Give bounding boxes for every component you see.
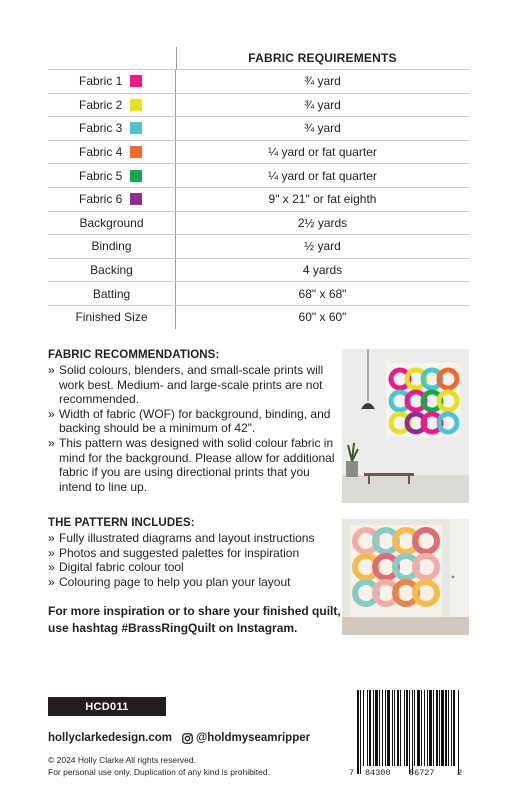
- list-item: » Photos and suggested palettes for inspiration: [48, 546, 348, 561]
- list-item: » Colouring page to help you plan your layout: [48, 575, 348, 590]
- fabric-label-cell: [48, 94, 176, 117]
- color-swatch: [130, 146, 142, 158]
- table-header-title: FABRIC REQUIREMENTS: [248, 51, 397, 65]
- fabric-label: Finished Size: [75, 310, 148, 325]
- barcode-bar: [382, 690, 383, 766]
- fabric-label-cell: [48, 164, 176, 187]
- fabric-label-cell: [48, 282, 176, 305]
- barcode-bar: [421, 690, 422, 766]
- fabric-requirements-table: [48, 47, 469, 329]
- barcode-bar: [367, 690, 368, 766]
- pattern-code-badge: HCD011: [48, 697, 166, 716]
- table-row: [48, 234, 469, 258]
- table-row: [48, 140, 469, 164]
- usage-notice: For personal use only. Duplication of any kind is prohibited.: [48, 767, 270, 777]
- fabric-amount: ¼ yard or fat quarter: [268, 168, 377, 183]
- barcode-bar: [400, 690, 401, 766]
- table-row: [48, 187, 469, 211]
- barcode-bar: [369, 690, 371, 766]
- barcode-bar: [404, 690, 405, 766]
- barcode-bar: [453, 690, 455, 766]
- fabric-amount: ¾ yard: [304, 74, 341, 89]
- barcode-digit-group: 7: [349, 768, 355, 778]
- table-row: [48, 258, 469, 282]
- color-swatch: [130, 193, 142, 205]
- list-item: » Width of fabric (WOF) for background, binding, and backing should be a minimum of 42".: [48, 407, 338, 436]
- barcode-bar: [433, 690, 434, 766]
- barcode-bar: [397, 690, 399, 766]
- fabric-label: Fabric 4: [79, 145, 123, 160]
- inspiration-text: For more inspiration or to share your finished quilt, use hashtag #BrassRingQuilt on Instagram.: [48, 604, 341, 635]
- table-row: [48, 163, 469, 187]
- fabric-amount: ¾ yard: [304, 121, 341, 136]
- fabric-amount: 2½ yards: [297, 215, 348, 230]
- fabric-label-cell: [48, 306, 176, 329]
- fabric-label: Fabric 2: [79, 97, 123, 112]
- barcode-bar: [458, 690, 459, 774]
- barcode-bar: [406, 690, 408, 766]
- barcode-bar: [379, 690, 380, 766]
- color-swatch: [130, 99, 142, 111]
- barcode-bar: [436, 690, 438, 766]
- includes-list: [48, 531, 348, 589]
- quilt-closeup-photo: [342, 519, 469, 635]
- barcode-bar: [363, 690, 364, 766]
- fabric-amount: ¼ yard or fat quarter: [268, 145, 377, 160]
- fabric-label: Batting: [92, 286, 131, 301]
- barcode-bar: [360, 690, 361, 774]
- fabric-amount: 68" x 68": [298, 286, 347, 301]
- barcode-bar: [445, 690, 447, 766]
- list-item: » This pattern was designed with solid colour fabric in mind for the background. Please allow for additional fabric if you are using directional prints that you intend to line up.: [48, 436, 338, 494]
- fabric-label-cell: [48, 212, 176, 235]
- fabric-amount: 9" x 21" or fat eighth: [268, 192, 377, 207]
- barcode-bar: [441, 690, 444, 766]
- barcode-bar: [439, 690, 440, 766]
- fabric-amount: ¾ yard: [304, 97, 341, 112]
- copyright-text: © 2024 Holly Clarke All rights reserved.: [48, 755, 196, 765]
- fabric-label-cell: [48, 141, 176, 164]
- recommendations-list: [48, 363, 338, 494]
- website-link[interactable]: hollyclarkedesign.com: [48, 732, 172, 744]
- barcode-bar: [429, 690, 432, 766]
- color-swatch: [130, 75, 142, 87]
- includes-title: THE PATTERN INCLUDES:: [48, 517, 195, 529]
- color-swatch: [130, 122, 142, 134]
- barcode-bar: [392, 690, 393, 766]
- barcode-bar: [412, 690, 413, 774]
- fabric-label: Fabric 5: [79, 168, 123, 183]
- fabric-label: Fabric 1: [79, 74, 123, 89]
- instagram-handle[interactable]: @holdmyseamripper: [196, 732, 311, 744]
- table-row: [48, 211, 469, 235]
- barcode-bar: [448, 690, 449, 766]
- barcode-digit-group: 84300: [365, 768, 391, 778]
- barcode-bar: [409, 690, 410, 774]
- fabric-label-cell: [48, 259, 176, 282]
- fabric-label: Background: [79, 215, 144, 230]
- barcode-bar: [357, 690, 359, 774]
- table-row: [48, 305, 469, 329]
- barcode-bar: [424, 690, 425, 766]
- table-row: [48, 116, 469, 140]
- table-header: [48, 47, 469, 69]
- fabric-amount: 60" x 60": [298, 310, 347, 325]
- fabric-amount: 4 yards: [302, 263, 343, 278]
- recommendations-title: FABRIC RECOMMENDATIONS:: [48, 349, 220, 361]
- table-row: [48, 93, 469, 117]
- fabric-label-cell: [48, 235, 176, 258]
- barcode: [343, 690, 469, 780]
- barcode-bar: [373, 690, 374, 766]
- fabric-label-cell: [48, 188, 176, 211]
- fabric-label: Fabric 6: [79, 192, 123, 207]
- list-item: » Fully illustrated diagrams and layout instructions: [48, 531, 348, 546]
- instagram-icon: [182, 733, 193, 744]
- barcode-digits: [343, 768, 469, 780]
- barcode-bar: [414, 690, 415, 766]
- barcode-bar: [427, 690, 428, 766]
- contact-line: [48, 732, 310, 744]
- list-item: » Solid colours, blenders, and small-scale prints will work best. Medium- and large-scale prints are not recommended.: [48, 363, 338, 407]
- barcode-bar: [451, 690, 452, 766]
- fabric-label: Backing: [90, 263, 133, 278]
- barcode-bar: [417, 690, 420, 766]
- barcode-digit-group: 2: [457, 768, 463, 778]
- table-row: [48, 281, 469, 305]
- quilt-room-photo: [342, 349, 469, 503]
- table-row: [48, 69, 469, 93]
- barcode-bar: [375, 690, 378, 766]
- fabric-amount: ½ yard: [304, 239, 341, 254]
- fabric-label-cell: [48, 70, 176, 93]
- fabric-label: Fabric 3: [79, 121, 123, 136]
- barcode-bar: [387, 690, 390, 766]
- barcode-bar: [385, 690, 386, 766]
- fabric-label-cell: [48, 117, 176, 140]
- legal-text: [48, 754, 270, 778]
- color-swatch: [130, 170, 142, 182]
- barcode-digit-group: 86727: [409, 768, 435, 778]
- barcode-bar: [394, 690, 395, 766]
- fabric-label: Binding: [91, 239, 132, 254]
- list-item: » Digital fabric colour tool: [48, 560, 348, 575]
